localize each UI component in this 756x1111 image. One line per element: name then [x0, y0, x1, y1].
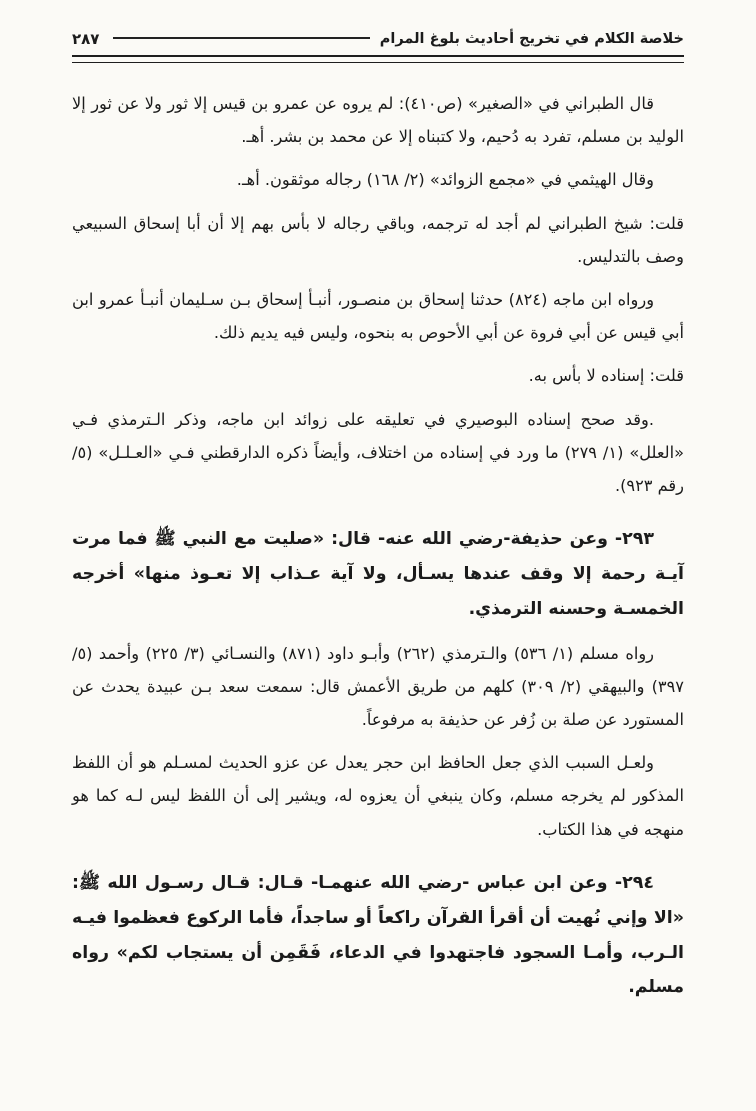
para-takhrij-293: رواه مسلم (١/ ٥٣٦) والـترمذي (٢٦٢) وأبـو داود (٨٧١) والنسـائي (٣/ ٢٢٥) وأحمد (٥/ ٣٩٧) والبيهقي (٢/ ٣٠٩) كلهم من طريق الأعمش قال: سمعت سعد بـن عبيدة يحدث عن المستورد عن صلة بن زُفر عن حذيفة به مرفوعاً.	[72, 643, 684, 730]
hadith-294: ٢٩٤- وعن ابن عباس -رضي الله عنهمـا- قـال: قـال رسـول الله ﷺ: «الا وإني نُهيت أن أقرأ القرآن راكعاً أو ساجداً، فأما الركوع فعظموا فيـه الـرب، وأمـا السجود فاجتهدوا في الدعاء، فَقَمِن أن يستجاب لكم» رواه مسلم.	[72, 872, 684, 998]
para-ibn-majah-isnad: ورواه ابن ماجه (٨٢٤) حدثنا إسحاق بن منصـور، أنبـأ إسحاق بـن سـليمان أنبـأ عمرو ابن أبي قيس عن أبي فروة عن أبي الأحوص به بنحوه، وليس فيه يديم ذلك.	[72, 290, 684, 343]
para-author-comment-rijal: قلت: شيخ الطبراني لم أجد له ترجمه، وباقي رجاله لا بأس بهم إلا أن أبا إسحاق السبيعي وصف بالتدليس.	[72, 213, 684, 266]
hadith-293: ٢٩٣- وعن حذيفة-رضي الله عنه- قال: «صليت مع النبي ﷺ فما مرت آيـة رحمة إلا وقف عندها يسـأل، ولا آية عـذاب إلا تعـوذ منها» أخرجه الخمسـة وحسنه الترمذي.	[72, 529, 684, 619]
para-busiri-tirmidhi-ilal: .وقد صحح إسناده البوصيري في تعليقه على زوائد ابن ماجه، وذكر الـترمذي فـي «العلل» (١/ ٢٧٩) ما ورد في إسناده من اختلاف، وأيضاً ذكره الدارقطني فـي «العـلـل» (٥/ رقم ٩٢٣).	[72, 409, 684, 496]
page-number: ٢٨٧	[72, 30, 100, 48]
para-tabarani-quote: قال الطبراني في «الصغير» (ص٤١٠): لم يروه عن عمرو بن قيس إلا ثور ولا عن ثور إلا الوليد بن مسلم، تفرد به دُحيم، ولا كتبناه إلا عن محمد بن بشر. أهـ.	[72, 94, 684, 147]
header-double-rule	[72, 55, 684, 63]
para-comment-ibn-hajar: ولعـل السبب الذي جعل الحافظ ابن حجر يعدل عن عزو الحديث لمسـلم هو أن اللفظ المذكور لم يخرجه مسلم، وكان ينبغي أن يعزوه له، ويشير إلى أن اللفظ ليس لـه كما هو منهجه في هذا الكتاب.	[72, 753, 684, 839]
para-haythami-quote: وقال الهيثمي في «مجمع الزوائد» (٢/ ١٦٨) رجاله موثقون. أهـ.	[236, 170, 654, 190]
header-rule	[113, 37, 369, 39]
page-header	[72, 30, 684, 48]
page-body	[72, 87, 684, 1005]
para-author-grade: قلت: إسناده لا بأس به.	[528, 366, 684, 386]
book-title: خلاصة الكلام في تخريج أحاديث بلوغ المرام	[379, 31, 684, 47]
